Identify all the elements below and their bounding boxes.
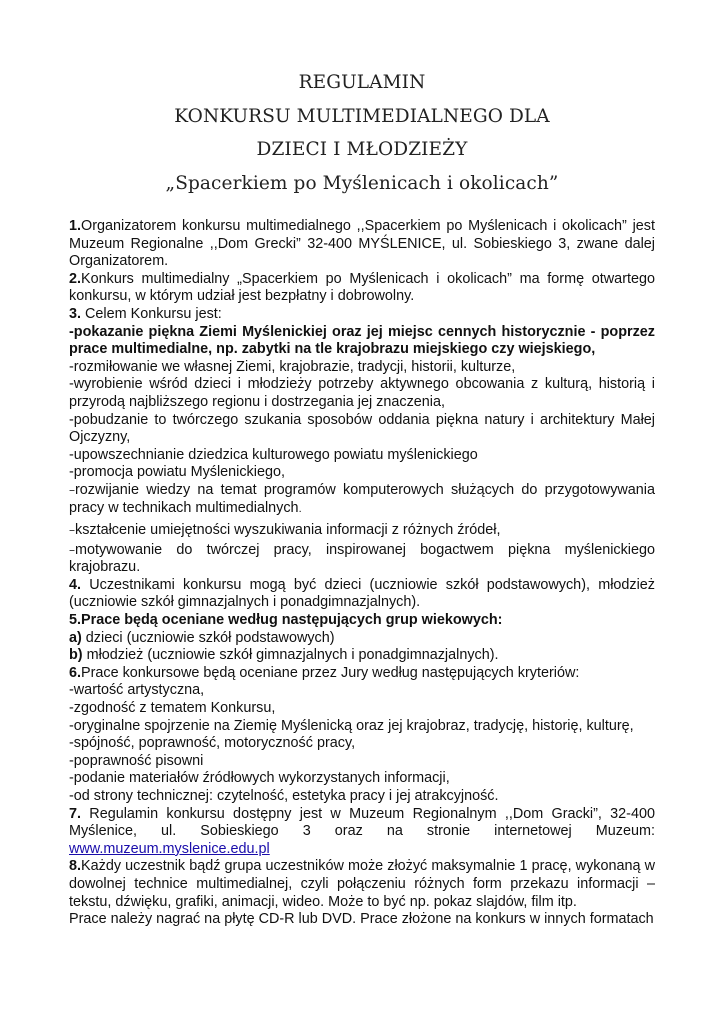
- age-group-b: [69, 647, 655, 665]
- criterion-item: -podanie materiałów źródłowych wykorzystanych informacji,: [69, 770, 450, 787]
- section-text: Konkurs multimedialny „Spacerkiem po Myślenicach i okolicach” ma formę otwartego konkursu, w którym udział jest bezpłatny i dobrowolny.: [69, 270, 655, 305]
- goal-text: motywowanie do twórczej pracy, inspirowanej bogactwem piękna myślenickiego krajobrazu.: [69, 541, 655, 576]
- goal-item: -upowszechnianie dziedzica kulturowego powiatu myślenickiego: [69, 446, 478, 463]
- section-text: Organizatorem konkursu multimedialnego ,,Spacerkiem po Myślenicach i okolicach” jest Muzeum Regionalne ,,Dom Grecki” 32-400 MYŚLENICE, ul. Sobieskiego 3, zwane dalej Organizatorem.: [69, 218, 655, 270]
- section-number: 1.: [69, 218, 82, 234]
- section-1: [69, 218, 655, 271]
- title-line-2: KONKURSU MULTIMEDIALNEGO DLA: [174, 105, 550, 127]
- section-8: [69, 858, 655, 911]
- section-number: 8.: [69, 858, 82, 875]
- goal-item: [69, 482, 655, 518]
- document-body: [69, 218, 655, 929]
- goal-item: -wyrobienie wśród dzieci i młodzieży potrzeby aktywnego obcowania z kulturą, historią i przyrodą najbliższego regionu i dostrzegania jej znaczenia,: [69, 376, 655, 410]
- title-line-4: „Spacerkiem po Myślenicach i okolicach”: [165, 172, 559, 194]
- section-4: [69, 577, 655, 612]
- dash-marker: –: [69, 523, 75, 538]
- section-number: 7.: [69, 805, 82, 822]
- section-number: 3.: [69, 305, 82, 322]
- section-text: Prace konkursowe będą oceniane przez Jury według następujących kryteriów:: [81, 664, 580, 681]
- section-number: 6.: [69, 664, 82, 681]
- dash-marker: –: [69, 482, 75, 497]
- group-text: młodzież (uczniowie szkół gimnazjalnych i ponadgimnazjalnych).: [82, 647, 499, 664]
- section-text: Każdy uczestnik bądź grupa uczestników może złożyć maksymalnie 1 pracę, wykonaną w dowolnej technice multimedialnej, czyli połączeniu różnych form przekazu informacji – tekstu, dźwięku, grafiki, animacji, wideo. Może to być np. pokaz slajdów, film itp.: [69, 858, 655, 910]
- section-8-continued: Prace należy nagrać na płytę CD-R lub DVD. Prace złożone na konkurs w innych formatach: [69, 911, 654, 928]
- goal-text: rozwijanie wiedzy na temat programów komputerowych służących do przygotowywania pracy w technikach multimedialnych: [69, 481, 655, 516]
- section-number: 2.: [69, 270, 82, 287]
- goal-item: -rozmiłowanie we własnej Ziemi, krajobrazie, tradycji, historii, kulturze,: [69, 358, 516, 375]
- group-label: a): [69, 629, 82, 646]
- section-7: [69, 806, 655, 859]
- section-5-heading: 5.Prace będą oceniane według następujących grup wiekowych:: [69, 612, 503, 629]
- group-label: b): [69, 647, 83, 664]
- section-text: Uczestnikami konkursu mogą być dzieci (uczniowie szkół podstawowych), młodzież (uczniowie szkół gimnazjalnych i ponadgimnazjalnych).: [69, 576, 655, 611]
- goal-item: [69, 522, 655, 540]
- document-header: [0, 66, 724, 200]
- goal-end: .: [298, 502, 302, 515]
- section-text: Celem Konkursu jest:: [81, 305, 222, 322]
- criterion-item: -spójność, poprawność, motoryczność pracy,: [69, 735, 356, 752]
- title-line-3: DZIECI I MŁODZIEŻY: [256, 139, 468, 160]
- goal-item-bold: -pokazanie piękna Ziemi Myślenickiej oraz jej miejsc cennych historycznie - poprzez prace multimedialne, np. zabytki na tle krajobrazu miejskiego czy wiejskiego,: [69, 323, 655, 358]
- age-group-a: [69, 630, 655, 648]
- museum-website-link[interactable]: www.muzeum.myslenice.edu.pl: [69, 840, 270, 857]
- goal-item: -pobudzanie to twórczego szukania sposobów oddania piękna natury i architektury Małej Ojczyzny,: [69, 411, 655, 446]
- goal-item: [69, 542, 655, 577]
- section-3: [69, 306, 655, 324]
- goal-item: -promocja powiatu Myślenickiego,: [69, 464, 285, 481]
- criterion-item: -oryginalne spojrzenie na Ziemię Myślenicką oraz jej krajobraz, tradycję, historię, kulturę,: [69, 717, 634, 734]
- dash-marker: –: [69, 542, 75, 557]
- section-6: [69, 665, 655, 683]
- criterion-item: -wartość artystyczna,: [69, 682, 205, 699]
- group-text: dzieci (uczniowie szkół podstawowych): [81, 629, 335, 646]
- criterion-item: -zgodność z tematem Konkursu,: [69, 700, 276, 717]
- goal-text: kształcenie umiejętności wyszukiwania informacji z różnych źródeł,: [75, 522, 501, 539]
- criterion-item: -od strony technicznej: czytelność, estetyka pracy i jej atrakcyjność.: [69, 788, 499, 804]
- section-2: [69, 271, 655, 306]
- section-number: 4.: [69, 576, 82, 593]
- title-line-1: REGULAMIN: [298, 72, 426, 93]
- section-text: Regulamin konkursu dostępny jest w Muzeum Regionalnym ,,Dom Gracki”, 32-400 Myślenice, ul. Sobieskiego 3 oraz na stronie internetowej Muzeum:: [69, 805, 655, 840]
- criterion-item: -poprawność pisowni: [69, 752, 204, 769]
